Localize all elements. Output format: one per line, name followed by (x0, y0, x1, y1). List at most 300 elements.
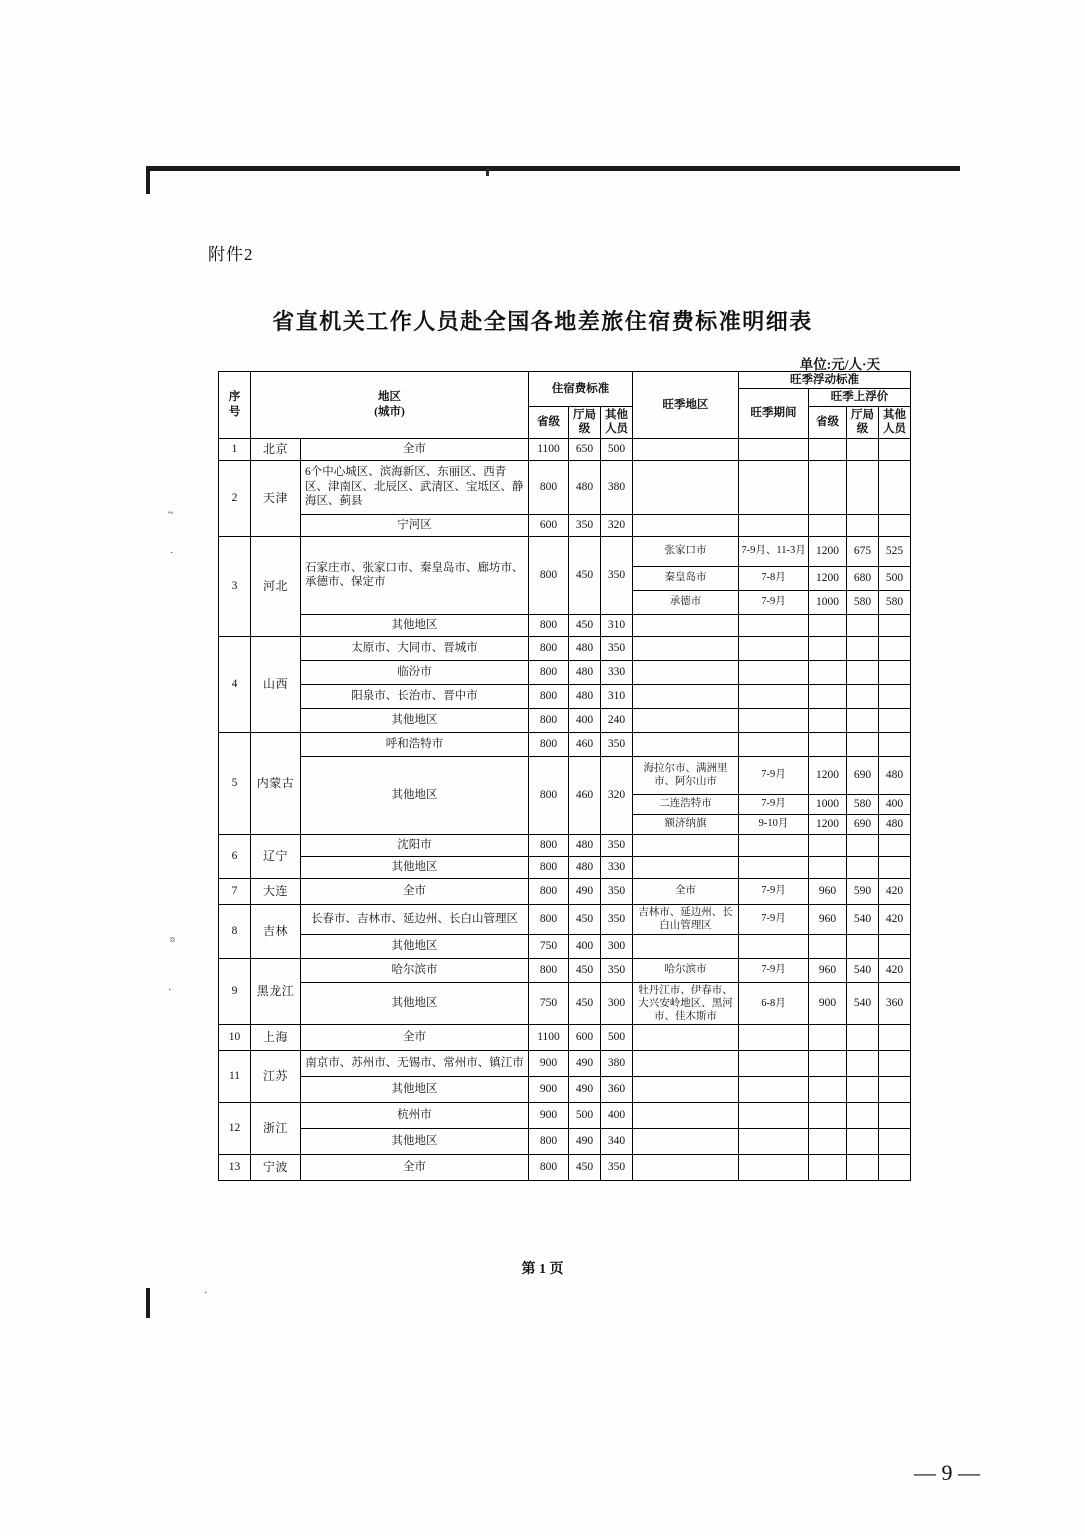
table-row (219, 514, 911, 536)
lodging-province: 800 (529, 834, 569, 856)
peak-bureau: 690 (847, 756, 879, 794)
peak-bureau (847, 1128, 879, 1154)
lodging-standards-table (218, 371, 911, 1181)
peak-period-cell (739, 1050, 809, 1076)
lodging-bureau: 450 (569, 614, 601, 636)
table-row (219, 536, 911, 566)
lodging-other: 340 (601, 1128, 633, 1154)
peak-region-cell: 全市 (633, 878, 739, 904)
province-cell: 天津 (251, 460, 301, 536)
table-row (219, 1128, 911, 1154)
region-cell: 其他地区 (301, 856, 529, 878)
peak-period-cell (739, 1154, 809, 1180)
lodging-other: 350 (601, 1154, 633, 1180)
lodging-bureau: 460 (569, 732, 601, 756)
peak-period-cell (739, 856, 809, 878)
table-row (219, 438, 911, 460)
peak-bureau: 540 (847, 904, 879, 934)
region-cell: 其他地区 (301, 1128, 529, 1154)
lodging-province: 900 (529, 1102, 569, 1128)
peak-province: 1200 (809, 536, 847, 566)
peak-bureau (847, 834, 879, 856)
peak-other (879, 660, 911, 684)
lodging-bureau: 480 (569, 660, 601, 684)
lodging-province: 800 (529, 732, 569, 756)
peak-period-cell: 7-8月 (739, 566, 809, 590)
peak-period-cell: 6-8月 (739, 982, 809, 1024)
lodging-other: 350 (601, 834, 633, 856)
lodging-other: 350 (601, 958, 633, 982)
lodging-other: 350 (601, 878, 633, 904)
peak-region-cell (633, 834, 739, 856)
peak-bureau: 540 (847, 958, 879, 982)
peak-other: 400 (879, 794, 911, 814)
peak-period-cell (739, 934, 809, 958)
scan-speck: · (204, 1288, 208, 1299)
page-title: 省直机关工作人员赴全国各地差旅住宿费标准明细表 (272, 309, 813, 334)
lodging-bureau: 480 (569, 460, 601, 514)
lodging-other: 350 (601, 536, 633, 614)
table-row (219, 1024, 911, 1050)
peak-region-cell: 张家口市 (633, 536, 739, 566)
region-cell: 其他地区 (301, 756, 529, 834)
lodging-bureau: 600 (569, 1024, 601, 1050)
lodging-province: 800 (529, 460, 569, 514)
peak-province (809, 1102, 847, 1128)
region-cell: 其他地区 (301, 934, 529, 958)
region-cell: 全市 (301, 1024, 529, 1050)
peak-other: 525 (879, 536, 911, 566)
table-row (219, 958, 911, 982)
lodging-province: 800 (529, 660, 569, 684)
table-body (219, 438, 911, 1180)
peak-region-cell (633, 934, 739, 958)
province-cell: 江苏 (251, 1050, 301, 1102)
peak-province (809, 1050, 847, 1076)
page-number: — 9 — (914, 1460, 980, 1485)
table-row (219, 1050, 911, 1076)
lodging-bureau: 480 (569, 636, 601, 660)
province-cell: 辽宁 (251, 834, 301, 878)
peak-region-cell (633, 514, 739, 536)
lodging-province: 800 (529, 756, 569, 834)
lodging-bureau: 450 (569, 958, 601, 982)
header-level-bureau: 厅局级 (569, 406, 601, 438)
lodging-bureau: 450 (569, 982, 601, 1024)
table-row (219, 1154, 911, 1180)
region-cell: 其他地区 (301, 614, 529, 636)
lodging-bureau: 400 (569, 934, 601, 958)
peak-province (809, 514, 847, 536)
peak-period-cell (739, 514, 809, 536)
lodging-other: 240 (601, 708, 633, 732)
peak-region-cell (633, 660, 739, 684)
lodging-bureau: 350 (569, 514, 601, 536)
region-cell: 杭州市 (301, 1102, 529, 1128)
peak-province (809, 636, 847, 660)
peak-region-cell (633, 460, 739, 514)
peak-province (809, 856, 847, 878)
peak-province (809, 438, 847, 460)
peak-province: 900 (809, 982, 847, 1024)
row-index: 1 (219, 438, 251, 460)
peak-bureau (847, 1024, 879, 1050)
lodging-province: 800 (529, 684, 569, 708)
peak-bureau (847, 1102, 879, 1128)
peak-bureau (847, 614, 879, 636)
lodging-bureau: 450 (569, 1154, 601, 1180)
peak-other (879, 834, 911, 856)
table-row (219, 732, 911, 756)
table-row (219, 460, 911, 514)
peak-region-cell (633, 636, 739, 660)
header-peak-period: 旺季期间 (739, 389, 809, 438)
unit-note: 单位:元/人·天 (799, 357, 880, 372)
peak-province (809, 1154, 847, 1180)
peak-province (809, 732, 847, 756)
peak-period-cell (739, 1024, 809, 1050)
lodging-other: 300 (601, 982, 633, 1024)
lodging-province: 900 (529, 1050, 569, 1076)
peak-province (809, 660, 847, 684)
lodging-other: 350 (601, 904, 633, 934)
peak-period-cell (739, 438, 809, 460)
peak-period-cell (739, 684, 809, 708)
peak-province (809, 1024, 847, 1050)
peak-region-cell (633, 614, 739, 636)
lodging-bureau: 480 (569, 856, 601, 878)
peak-bureau: 590 (847, 878, 879, 904)
peak-region-cell: 二连浩特市 (633, 794, 739, 814)
peak-bureau (847, 1154, 879, 1180)
header-lodging-group: 住宿费标准 (529, 372, 633, 407)
footer-page-label: 第 1 页 (521, 1262, 564, 1277)
peak-province (809, 708, 847, 732)
table-row (219, 1102, 911, 1128)
region-cell: 临汾市 (301, 660, 529, 684)
peak-bureau (847, 856, 879, 878)
peak-bureau: 675 (847, 536, 879, 566)
lodging-other: 310 (601, 684, 633, 708)
peak-region-cell (633, 732, 739, 756)
peak-period-cell: 7-9月、11-3月 (739, 536, 809, 566)
scan-speck: · (168, 985, 172, 996)
peak-province: 960 (809, 904, 847, 934)
peak-region-cell: 额济纳旗 (633, 814, 739, 834)
header-level-province: 省级 (529, 406, 569, 438)
row-index: 3 (219, 536, 251, 636)
peak-bureau (847, 684, 879, 708)
peak-province: 1000 (809, 590, 847, 614)
lodging-province: 1100 (529, 438, 569, 460)
peak-region-cell: 吉林市、延边州、长白山管理区 (633, 904, 739, 934)
table-row (219, 660, 911, 684)
peak-bureau (847, 660, 879, 684)
peak-region-cell (633, 1128, 739, 1154)
region-cell: 南京市、苏州市、无锡市、常州市、镇江市 (301, 1050, 529, 1076)
table-row (219, 934, 911, 958)
peak-other (879, 708, 911, 732)
lodging-other: 300 (601, 934, 633, 958)
peak-other: 580 (879, 590, 911, 614)
peak-other (879, 514, 911, 536)
lodging-bureau: 490 (569, 1076, 601, 1102)
region-cell: 哈尔滨市 (301, 958, 529, 982)
lodging-province: 800 (529, 708, 569, 732)
peak-region-cell: 哈尔滨市 (633, 958, 739, 982)
peak-bureau: 540 (847, 982, 879, 1024)
peak-province (809, 460, 847, 514)
province-cell: 内蒙古 (251, 732, 301, 834)
peak-bureau (847, 732, 879, 756)
lodging-bureau: 490 (569, 1128, 601, 1154)
peak-other (879, 1102, 911, 1128)
table-row (219, 856, 911, 878)
header-region (251, 372, 529, 439)
lodging-bureau: 500 (569, 1102, 601, 1128)
header-peak-group: 旺季浮动标准 (739, 372, 911, 389)
peak-period-cell (739, 1076, 809, 1102)
lodging-province: 800 (529, 536, 569, 614)
peak-region-cell: 秦皇岛市 (633, 566, 739, 590)
lodging-province: 900 (529, 1076, 569, 1102)
peak-other (879, 1076, 911, 1102)
province-cell: 河北 (251, 536, 301, 636)
peak-other (879, 1050, 911, 1076)
region-cell: 其他地区 (301, 982, 529, 1024)
peak-period-cell (739, 1128, 809, 1154)
peak-period-cell (739, 460, 809, 514)
peak-other (879, 684, 911, 708)
peak-province (809, 614, 847, 636)
row-index: 6 (219, 834, 251, 878)
peak-region-cell: 牡丹江市、伊春市、大兴安岭地区、黑河市、佳木斯市 (633, 982, 739, 1024)
peak-other: 500 (879, 566, 911, 590)
peak-period-cell: 7-9月 (739, 794, 809, 814)
peak-region-cell (633, 1102, 739, 1128)
region-cell: 全市 (301, 438, 529, 460)
lodging-other: 310 (601, 614, 633, 636)
peak-region-cell: 海拉尔市、满洲里市、阿尔山市 (633, 756, 739, 794)
peak-region-cell (633, 1154, 739, 1180)
row-index: 10 (219, 1024, 251, 1050)
attachment-label: 附件2 (208, 245, 254, 264)
peak-other: 420 (879, 958, 911, 982)
peak-period-cell: 7-9月 (739, 756, 809, 794)
row-index: 7 (219, 878, 251, 904)
region-cell: 长春市、吉林市、延边州、长白山管理区 (301, 904, 529, 934)
peak-period-cell (739, 660, 809, 684)
peak-other (879, 614, 911, 636)
lodging-other: 380 (601, 460, 633, 514)
lodging-other: 400 (601, 1102, 633, 1128)
peak-other (879, 1024, 911, 1050)
header-peak-float-group: 旺季上浮价 (809, 389, 911, 406)
lodging-province: 800 (529, 636, 569, 660)
peak-other (879, 438, 911, 460)
peak-province: 960 (809, 958, 847, 982)
peak-region-cell (633, 438, 739, 460)
province-cell: 宁波 (251, 1154, 301, 1180)
peak-period-cell: 9-10月 (739, 814, 809, 834)
region-cell: 呼和浩特市 (301, 732, 529, 756)
lodging-province: 800 (529, 958, 569, 982)
row-index: 12 (219, 1102, 251, 1154)
peak-other: 480 (879, 756, 911, 794)
peak-province: 1200 (809, 756, 847, 794)
table-row (219, 834, 911, 856)
table-row (219, 636, 911, 660)
peak-bureau: 680 (847, 566, 879, 590)
table-row (219, 708, 911, 732)
peak-other: 420 (879, 878, 911, 904)
lodging-bureau: 450 (569, 904, 601, 934)
header-peak-other: 其他人员 (879, 406, 911, 438)
row-index: 5 (219, 732, 251, 834)
scan-speck: · (170, 548, 174, 559)
peak-province: 1200 (809, 814, 847, 834)
peak-other: 480 (879, 814, 911, 834)
lodging-province: 600 (529, 514, 569, 536)
row-index: 2 (219, 460, 251, 536)
peak-other (879, 732, 911, 756)
peak-bureau (847, 438, 879, 460)
lodging-province: 800 (529, 614, 569, 636)
lodging-province: 800 (529, 878, 569, 904)
lodging-other: 380 (601, 1050, 633, 1076)
row-index: 11 (219, 1050, 251, 1102)
province-cell: 黑龙江 (251, 958, 301, 1024)
region-cell: 其他地区 (301, 708, 529, 732)
table-row (219, 684, 911, 708)
table-row (219, 1076, 911, 1102)
peak-period-cell: 7-9月 (739, 878, 809, 904)
row-index: 13 (219, 1154, 251, 1180)
province-cell: 北京 (251, 438, 301, 460)
header-level-other: 其他人员 (601, 406, 633, 438)
region-cell: 全市 (301, 878, 529, 904)
header-peak-province: 省级 (809, 406, 847, 438)
peak-bureau: 690 (847, 814, 879, 834)
lodging-other: 320 (601, 756, 633, 834)
peak-province (809, 1128, 847, 1154)
peak-period-cell (739, 1102, 809, 1128)
peak-province: 1000 (809, 794, 847, 814)
table-row (219, 878, 911, 904)
row-index: 8 (219, 904, 251, 958)
peak-other (879, 856, 911, 878)
peak-region-cell (633, 1050, 739, 1076)
lodging-province: 800 (529, 904, 569, 934)
peak-bureau: 580 (847, 794, 879, 814)
lodging-province: 750 (529, 982, 569, 1024)
peak-bureau (847, 636, 879, 660)
peak-region-cell (633, 708, 739, 732)
table-row (219, 756, 911, 794)
peak-other (879, 460, 911, 514)
lodging-bureau: 480 (569, 834, 601, 856)
peak-region-cell (633, 856, 739, 878)
lodging-other: 320 (601, 514, 633, 536)
peak-province: 1200 (809, 566, 847, 590)
lodging-province: 800 (529, 1154, 569, 1180)
peak-bureau (847, 1050, 879, 1076)
region-cell: 沈阳市 (301, 834, 529, 856)
peak-period-cell (739, 636, 809, 660)
peak-period-cell (739, 732, 809, 756)
lodging-bureau: 650 (569, 438, 601, 460)
peak-period-cell (739, 834, 809, 856)
header-peak-region: 旺季地区 (633, 372, 739, 439)
row-index: 4 (219, 636, 251, 732)
header-index: 序 号 (219, 372, 251, 439)
peak-period-cell (739, 708, 809, 732)
region-cell: 宁河区 (301, 514, 529, 536)
peak-bureau (847, 1076, 879, 1102)
lodging-other: 500 (601, 1024, 633, 1050)
table-header (219, 372, 911, 439)
peak-period-cell (739, 614, 809, 636)
lodging-bureau: 490 (569, 878, 601, 904)
peak-province (809, 1076, 847, 1102)
peak-bureau (847, 460, 879, 514)
lodging-bureau: 400 (569, 708, 601, 732)
lodging-province: 800 (529, 856, 569, 878)
province-cell: 大连 (251, 878, 301, 904)
row-index: 9 (219, 958, 251, 1024)
peak-other: 360 (879, 982, 911, 1024)
table-row (219, 614, 911, 636)
peak-region-cell (633, 684, 739, 708)
peak-period-cell: 7-9月 (739, 590, 809, 614)
peak-bureau (847, 514, 879, 536)
region-cell: 太原市、大同市、晋城市 (301, 636, 529, 660)
peak-bureau (847, 708, 879, 732)
lodging-province: 750 (529, 934, 569, 958)
peak-bureau (847, 934, 879, 958)
scan-speck: ~ (168, 508, 174, 519)
lodging-other: 330 (601, 660, 633, 684)
peak-other (879, 934, 911, 958)
table-row (219, 904, 911, 934)
header-region-main: 地区 (378, 391, 401, 404)
lodging-other: 330 (601, 856, 633, 878)
region-cell: 全市 (301, 1154, 529, 1180)
peak-other (879, 1128, 911, 1154)
peak-period-cell: 7-9月 (739, 958, 809, 982)
peak-province: 960 (809, 878, 847, 904)
region-cell: 其他地区 (301, 1076, 529, 1102)
header-region-sub: (城市) (374, 405, 405, 418)
lodging-province: 1100 (529, 1024, 569, 1050)
lodging-bureau: 460 (569, 756, 601, 834)
peak-other (879, 1154, 911, 1180)
lodging-bureau: 480 (569, 684, 601, 708)
province-cell: 上海 (251, 1024, 301, 1050)
lodging-other: 350 (601, 636, 633, 660)
region-cell: 石家庄市、张家口市、秦皇岛市、廊坊市、承德市、保定市 (301, 536, 529, 614)
peak-province (809, 684, 847, 708)
peak-other (879, 636, 911, 660)
lodging-province: 800 (529, 1128, 569, 1154)
lodging-bureau: 490 (569, 1050, 601, 1076)
table-row (219, 982, 911, 1024)
peak-other: 420 (879, 904, 911, 934)
lodging-other: 360 (601, 1076, 633, 1102)
scan-speck: ¤ (170, 935, 175, 946)
region-cell: 6个中心城区、滨海新区、东丽区、西青区、津南区、北辰区、武清区、宝坻区、静海区、蓟县 (301, 460, 529, 514)
peak-region-cell (633, 1076, 739, 1102)
